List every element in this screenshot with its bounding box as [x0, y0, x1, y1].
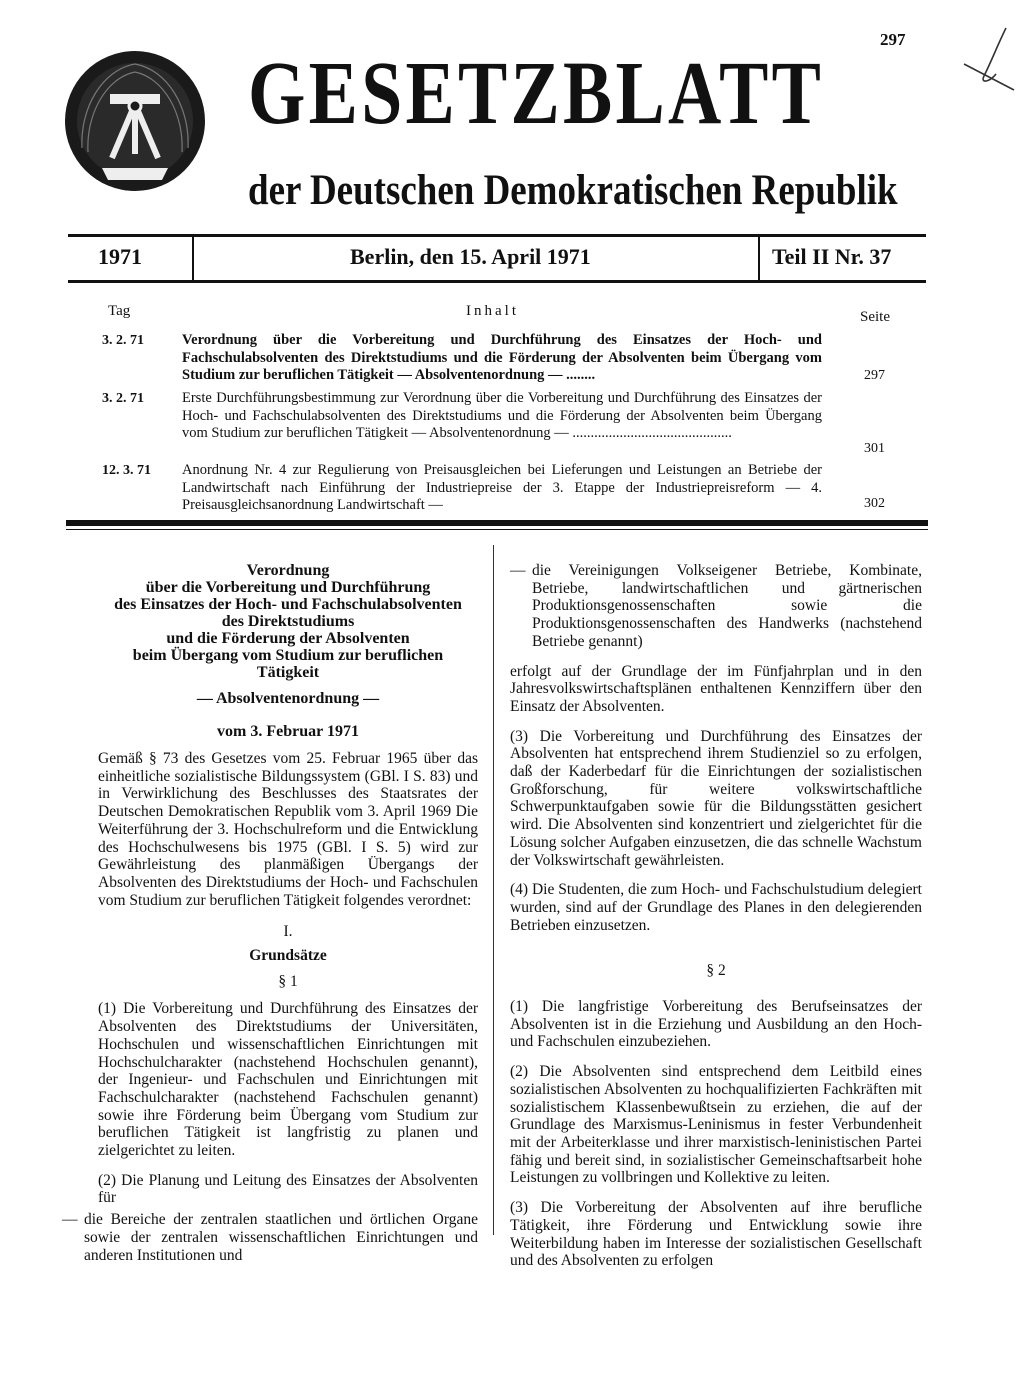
list-item-text: die Bereiche der zentralen staatlichen und örtlichen Organe sowie der zentralen wissenschaftlichen Einrichtungen und anderen Institutionen und — [84, 1211, 478, 1264]
handwritten-mark — [956, 24, 1020, 98]
toc-entry-page: 297 — [864, 368, 885, 383]
paragraph: (2) Die Planung und Leitung des Einsatzes der Absolventen für — [98, 1171, 478, 1207]
toc-col-seite: Seite — [860, 309, 890, 325]
toc-entry-date: 12. 3. 71 — [102, 463, 151, 478]
paragraph: (3) Die Vorbereitung der Absolventen auf ihre berufliche Tätigkeit, ihre Förderung und Entwicklung sowie ihre Weiterbildung haben im Interesse der sozialistischen Gesellschaft und des Absolventen zu erfolgen — [510, 1199, 922, 1270]
masthead-subtitle: der Deutschen Demokratischen Republik — [248, 167, 898, 214]
paragraph: (1) Die langfristige Vorbereitung des Berufseinsatzes der Absolventen ist in die Erziehung und Ausbildung an den Hoch- und Fachschulen einzubeziehen. — [510, 998, 922, 1051]
toc-col-inhalt: Inhalt — [466, 303, 519, 319]
column-divider — [493, 545, 494, 1235]
masthead-title: GESETZBLATT — [248, 44, 825, 143]
state-emblem — [62, 48, 208, 194]
toc-entry-text: Anordnung Nr. 4 zur Regulierung von Preisausgleichen bei Lieferungen und Leistungen an Betriebe der Landwirtschaft nach Einführung der Industriepreise der 3. Etappe der Industriepreisreform — 4. Preisausgleichsanordnung Landwirtschaft — — [182, 462, 822, 513]
issue-bar-top-rule — [68, 234, 926, 237]
paragraph: (2) Die Absolventen sind entsprechend dem Leitbild eines sozialistischen Absolventen zu hochqualifizierten Fachkräften mit sozialistischem Klassenbewußtsein zu erziehen, die auf der Grundlage des Marxismus-Leninismus in fester Verbundenheit mit der Arbeiterklasse und ihrer marxistisch-leninistischen Partei fähig und bereit sind, in sozialistischer Gemeinschaftsarbeit hohe Leistungen zu vollbringen und Kollektive zu leiten. — [510, 1063, 922, 1187]
issue-place-date: Berlin, den 15. April 1971 — [350, 244, 591, 269]
paragraph: erfolgt auf der Grundlage der im Fünfjahrplan und in den Jahresvolkswirtschaftsplänen enthaltenen Kennziffern über den Einsatz der Absolventen. — [510, 662, 922, 715]
issue-bar-divider — [758, 236, 760, 282]
toc-entry-page: 302 — [864, 496, 885, 511]
section-title: Grundsätze — [249, 947, 327, 965]
decree-short-title: — Absolventenordnung — — [196, 690, 380, 707]
toc-col-tag: Tag — [108, 303, 131, 319]
paragraph: (1) Die Vorbereitung und Durchführung des Einsatzes der Absolventen des Direktstudiums der Universitäten, Hochschulen und wissenschaftlichen Einrichtungen mit Hochschulcharakter (nachstehend Hochschulen genannt), der Ingenieur- und Fachschulen und Einrichtungen mit Fachschulcharakter (nachstehend Fachschulen genannt) sowie ihre Förderung beim Übergang vom Studium zur beruflichen Tätigkeit ist langfristig zu planen und zielgerichtet zu leiten. — [98, 1000, 478, 1160]
right-column — [510, 562, 922, 1270]
page-number: 297 — [880, 30, 906, 49]
list-item-text: die Vereinigungen Volkseigener Betriebe, Kombinate, Betriebe, landwirtschaftlichen und gärtnerischen Produktionsgenossenschaften sowie die Produktionsgenossenschaften des Handwerks (nachstehend Betriebe genannt) — [532, 562, 922, 650]
paragraph-sign: § 2 — [706, 962, 726, 980]
toc-entry-date: 3. 2. 71 — [102, 333, 144, 348]
decree-date: vom 3. Februar 1971 — [217, 723, 359, 740]
toc-entry-page: 301 — [864, 441, 885, 456]
paragraph: (3) Die Vorbereitung und Durchführung des Einsatzes der Absolventen hat entsprechend ihrem Studienziel so zu erfolgen, daß der Kaderbedarf für die Einrichtungen der sozialistischen Großforschung, für weitere volkswirtschaftliche Schwerpunktaufgaben sowie für die Bildungsstätten gesichert wird. Die Absolventen sind konzentriert und zielgerichtet für die Lösung solcher Aufgaben einzusetzen, die das schnelle Wachstum der Volkswirtschaft gewährleisten. — [510, 727, 922, 869]
toc-entry-text: Verordnung über die Vorbereitung und Durchführung des Einsatzes der Hoch- und Fachschulabsolventen des Direktstudiums und die Förderung der Absolventen beim Übergang vom Studium zur beruflichen Tätigkeit — Absolventenordnung — ........ — [182, 332, 822, 383]
paragraph-sign: § 1 — [278, 972, 298, 990]
left-column — [62, 562, 478, 1264]
toc-entry-text: Erste Durchführungsbestimmung zur Verordnung über die Vorbereitung und Durchführung des Einsatzes der Hoch- und Fachschulabsolventen des Direktstudiums und die Förderung der Absolventen beim Übergang vom Studium zur beruflichen Tätigkeit — Absolventenordnung — ............................................ — [182, 390, 822, 441]
section-numeral: I. — [283, 923, 293, 941]
issue-bar-bottom-rule — [68, 280, 926, 283]
paragraph: (4) Die Studenten, die zum Hoch- und Fachschulstudium delegiert wurden, sind auf der Grundlage des Planes in den delegierenden Betrieben einzusetzen. — [510, 881, 922, 934]
issue-number: Teil II Nr. 37 — [772, 244, 892, 269]
toc-entry-date: 3. 2. 71 — [102, 391, 144, 406]
decree-preamble: Gemäß § 73 des Gesetzes vom 25. Februar 1965 über das einheitliche sozialistische Bildungssystem (GBl. I S. 83) und in Verwirklichung des Beschlusses des Staatsrates der Deutschen Demokratischen Republik vom 3. April 1969 Die Weiterführung der 3. Hochschulreform und die Entwicklung des Hochschulwesens bis 1975 (GBl. I S. 5) wird zur Gewährleistung des planmäßigen Übergangs der Absolventen des Direktstudiums der Hoch- und Fachschulen vom Studium zur beruflichen Tätigkeit folgendes verordnet: — [98, 750, 478, 909]
list-item: — die Bereiche der zentralen staatlichen und örtlichen Organe sowie der zentralen wissenschaftlichen Einrichtungen und anderen Institutionen und — [62, 1211, 478, 1264]
issue-year: 1971 — [98, 244, 142, 269]
list-item: — die Vereinigungen Volkseigener Betriebe, Kombinate, Betriebe, landwirtschaftlichen und gärtnerischen Produktionsgenossenschaften sowie die Produktionsgenossenschaften des Handwerks (nachstehend Betriebe genannt) — [510, 562, 922, 650]
issue-bar-divider — [192, 236, 194, 282]
section-rule-thin — [66, 529, 928, 530]
section-rule-thick — [66, 520, 928, 526]
decree-heading: Verordnung über die Vorbereitung und Durchführung des Einsatzes der Hoch- und Fachschulabsolventen des Direktstudiums und die Förderung der Absolventen beim Übergang vom Studium zur beruflichen Tätigkeit — [114, 562, 462, 681]
